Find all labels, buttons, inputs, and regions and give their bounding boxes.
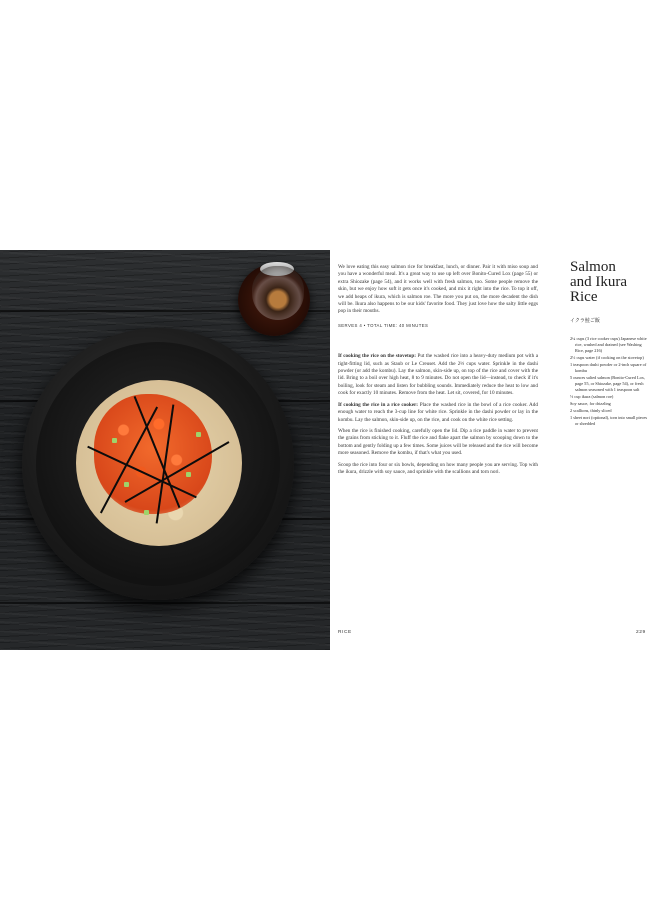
- title-line: Rice: [570, 289, 598, 305]
- step-text: Put the washed rice into a heavy-duty medium pot with a tight-fitting lid, such as Staub or Le Creuset. Add the 2⅓ cups water. Sprinkle in the dashi powder (or add the kombu). Lay the salmon, skin-side up, on top of the rice and cover with the lid. Bring to a boil over high heat, 8 to 9 minutes. Do not open the lid—instead, to check if it's boiling, look for steam and listen for bubbling sounds. Immediately reduce the heat to low and cook for exactly 10 minutes. Remove from the heat. Let sit, covered, for 10 minutes.: [338, 353, 539, 397]
- method-step: [338, 462, 538, 477]
- step-text: Place the washed rice in the bowl of a rice cooker. Add enough water to reach the 3-cup line for white rice. Sprinkle in the dashi powder or lay in the kombu. Lay the salmon, skin-side up, on the rice, and cook on the white rice setting.: [338, 401, 538, 423]
- intro-paragraph: We love eating this easy salmon rice for breakfast, lunch, or dinner. Pair it with miso soup and you have a wonderful meal. It's a great way to use up left over Bonito-Cured Lox (page 55) or extra Shiozake (page 54), and it works well with fresh salmon, too. Some people remove the skin, but we enjoy how soft it gets once it's cooked, and mix it right into the rice. To top it off, we add heaps of ikura, which is salmon roe. The more you put on, the more decadent the dish will be. Ikura also happens to be our kids' favorite food. They just love how the salty little eggs pop in their mouths.: [338, 264, 538, 315]
- wood-plank-seam: [0, 602, 330, 604]
- scallion-piece: [144, 510, 149, 515]
- ingredient-item: 2¼ cups (3 rice cooker cups) Japanese white rice, washed and drained (see Washing Rice, page 216): [570, 336, 647, 353]
- recipe-page: [330, 250, 660, 650]
- soy-sauce-pitcher: [252, 266, 304, 320]
- step-text: Scoop the rice into four or six bowls, depending on how many people you are serving. Top with the ikura, drizzle with soy sauce, and sprinkle with the scallions and torn nori.: [338, 461, 538, 475]
- recipe-body: [338, 264, 538, 480]
- ingredient-item: 2⅓ cups water (if cooking on the stovetop): [570, 355, 644, 360]
- scallion-piece: [186, 472, 191, 477]
- ingredient-item: 1 sheet nori (optional), torn into small pieces or shredded: [570, 415, 648, 426]
- cookbook-spread: [0, 250, 660, 650]
- title-line: Salmon: [570, 259, 616, 275]
- step-lead: If cooking the rice in a rice cooker:: [338, 401, 419, 408]
- salmon-rice-photo: [0, 250, 330, 650]
- scallion-piece: [112, 438, 117, 443]
- donabe-bowl: [22, 328, 294, 600]
- step-lead: If cooking the rice on the stovetop:: [338, 353, 416, 360]
- recipe-sidebar: [570, 260, 648, 428]
- method-step: [338, 353, 538, 397]
- method-step: [338, 402, 538, 424]
- step-text: When the rice is finished cooking, carefully open the lid. Dip a rice paddle in water to prevent the grains from sticking to it. Fluff the rice and flake apart the salmon by scooping down to the bottom and gently folding up a few times. Some juices will be released and the rice will become more seasoned. Remove the kombu, if that's what you used.: [338, 427, 538, 457]
- ingredient-item: Soy sauce, for drizzling: [570, 401, 611, 406]
- scallion-piece: [124, 482, 129, 487]
- page-number: 229: [636, 630, 646, 635]
- method-step: [338, 428, 538, 458]
- ingredient-item: 1 teaspoon dashi powder or 2-inch square of kombu: [570, 362, 647, 373]
- section-footer: RICE: [338, 630, 352, 635]
- ingredient-item: ½ cup ikura (salmon roe): [570, 394, 614, 399]
- serves-line: SERVES 4 • TOTAL TIME: 40 MINUTES: [338, 322, 429, 328]
- japanese-title: イクラ鮭ご飯: [570, 319, 600, 324]
- bowl-interior: [36, 342, 280, 586]
- ingredient-item: 2 scallions, thinly sliced: [570, 408, 612, 413]
- ingredient-item: 5 ounces salted salmon (Bonito-Cured Lox, page 55, or Shiozake, page 54), or fresh salmon seasoned with 1 teaspoon salt: [570, 375, 645, 392]
- scallion-piece: [196, 432, 201, 437]
- recipe-title: [570, 260, 648, 305]
- title-line: and Ikura: [570, 274, 628, 290]
- ingredient-list: [570, 336, 648, 427]
